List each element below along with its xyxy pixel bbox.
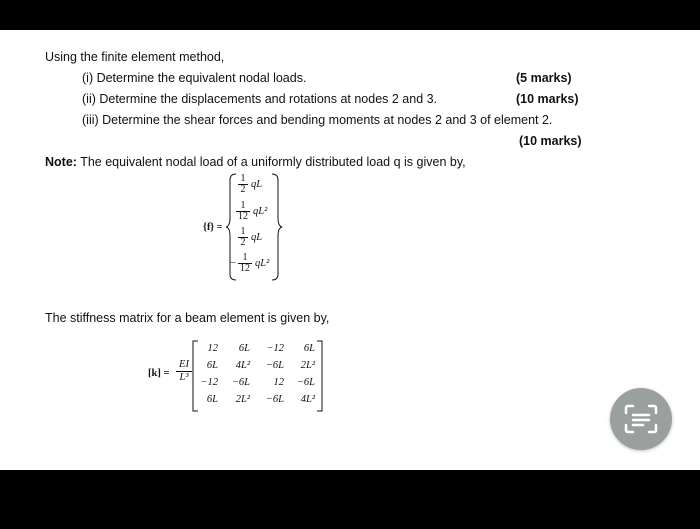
stiffness-cell-r2-c1: 6L xyxy=(206,360,218,371)
load-entry-4-term: qL² xyxy=(255,258,270,269)
stiffness-cell-r4-c1: 6L xyxy=(206,394,218,405)
load-entry-1-fraction: $\frac{1}{2}$ xyxy=(238,174,248,195)
subtitles-button[interactable] xyxy=(610,388,672,450)
task-1-marks: (5 marks) xyxy=(516,71,572,85)
top-black-bar xyxy=(0,0,700,30)
task-2-text: (ii) Determine the displacements and rotations at nodes 2 and 3. xyxy=(82,92,438,106)
load-vector-lhs: {f} = xyxy=(203,222,223,233)
stiffness-cell-r2-c2: 4L² xyxy=(235,360,250,371)
stiffness-cell-r3-c2: −6L xyxy=(231,377,250,388)
stiffness-cell-r1-c2: 6L xyxy=(238,343,250,354)
document-page xyxy=(0,30,700,470)
subtitles-icon xyxy=(624,404,658,434)
stiffness-cell-r4-c3: −6L xyxy=(265,394,284,405)
load-entry-2-fraction: $\frac{1}{12}$ xyxy=(238,200,248,222)
stiffness-cell-r3-c3: 12 xyxy=(273,377,284,388)
note-label: Note: xyxy=(45,155,77,169)
intro-text: Using the finite element method, xyxy=(45,50,225,64)
task-1-text: (i) Determine the equivalent nodal loads. xyxy=(82,71,307,85)
load-entry-3-fraction: $\frac{1}{2}$ xyxy=(238,227,248,248)
stiffness-cell-r3-c4: −6L xyxy=(296,377,315,388)
bottom-black-bar xyxy=(0,470,700,529)
stiffness-lhs: [k] = xyxy=(148,368,170,379)
stiffness-cell-r4-c2: 2L² xyxy=(235,394,250,405)
stiffness-cell-r1-c4: 6L xyxy=(303,343,315,354)
stiffness-intro-text: The stiffness matrix for a beam element is given by, xyxy=(45,311,330,325)
load-entry-1-term: qL xyxy=(251,179,263,190)
note-text: The equivalent nodal load of a uniformly distributed load q is given by, xyxy=(80,155,466,169)
load-entry-2-term: qL² xyxy=(253,206,268,217)
task-3-text: (iii) Determine the shear forces and bending moments at nodes 2 and 3 of element 2. xyxy=(82,113,553,127)
stiffness-cell-r4-c4: 4L² xyxy=(300,394,315,405)
stiffness-cell-r2-c4: 2L² xyxy=(300,360,315,371)
task-2-marks: (10 marks) xyxy=(516,92,579,106)
stiffness-cell-r2-c3: −6L xyxy=(265,360,284,371)
stiffness-cell-r1-c1: 12 xyxy=(207,343,218,354)
load-entry-4-fraction: $\frac{1}{12}$ xyxy=(240,252,250,274)
note-line xyxy=(45,155,466,169)
stiffness-cell-r1-c3: −12 xyxy=(266,343,284,354)
stiffness-factor: $\frac{EI}{\text{L³}}$ xyxy=(176,359,192,384)
task-3-marks: (10 marks) xyxy=(519,134,582,148)
load-entry-3-term: qL xyxy=(251,232,263,243)
load-entry-4-sign: − xyxy=(230,258,236,269)
stiffness-cell-r3-c1: −12 xyxy=(200,377,218,388)
